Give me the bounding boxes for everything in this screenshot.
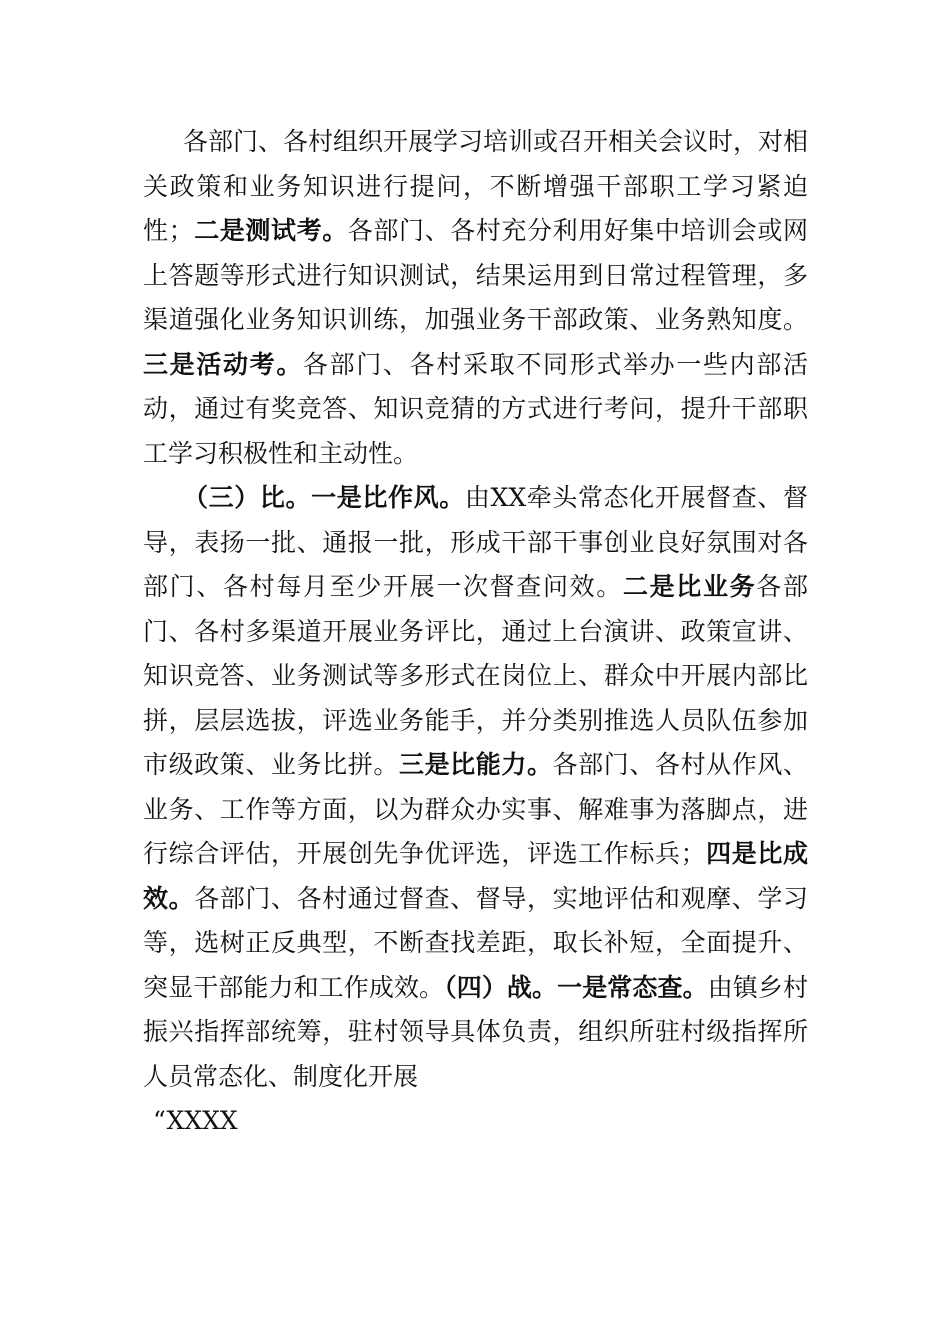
bold-heading: 二是比业务 — [622, 572, 757, 601]
bold-heading: 三是比能力。 — [398, 750, 553, 779]
bold-heading: （三）比。一是比作风。 — [183, 483, 465, 512]
paragraph-compare-section — [143, 476, 808, 1099]
document-body — [143, 120, 808, 1144]
paragraph-text: 各部门、各村组织开展学习培训或召开相关会议时，对相关政策和业务知识进行提问，不断增强干部职工学习紧迫性； — [143, 127, 809, 245]
paragraph-text: 各部门、各村通过督查、督导，实地评估和观摩、学习等，选树正反典型，不断查找差距，取长补短，全面提升、突显干部能力和工作成效。 — [143, 883, 808, 1002]
paragraph-text: 各部门、各村多渠道开展业务评比，通过上台演讲、政策宣讲、知识竞答、业务测试等多形式在岗位上、群众中开展内部比拼，层层选拔，评选业务能手，并分类别推选人员队伍参加市级政策、业务比拼。 — [143, 572, 808, 779]
paragraph-text: 各部门、各村充分利用好集中培训会或网上答题等形式进行知识测试，结果运用到日常过程管理，多渠道强化业务知识训练，加强业务干部政策、业务熟知度。 — [143, 216, 808, 334]
bold-heading: （四）战。一是常态查。 — [444, 972, 708, 1002]
bold-heading: 二是测试考。 — [193, 216, 348, 245]
paragraph-text: 由镇乡村振兴指挥部统筹，驻村领导具体负责，组织所驻村级指挥所人员常态化、制度化开展 — [143, 972, 808, 1091]
paragraph-text: 各部门、各村采取不同形式举办一些内部活动，通过有奖竞答、知识竞猜的方式进行考问，提升干部职工学习积极性和主动性。 — [143, 349, 808, 468]
paragraph-text: 由XX牵头常态化开展督查、督导，表扬一批、通报一批，形成干部干事创业良好氛围对各部门、各村每月至少开展一次督查问效。 — [143, 483, 808, 601]
paragraph-text: 各部门、各村从作风、业务、工作等方面，以为群众办实事、解难事为落脚点，进行综合评估，开展创先争优评选，评选工作标兵； — [143, 750, 808, 868]
bold-heading: 三是活动考。 — [143, 349, 303, 379]
bold-heading: 四是比成效。 — [143, 839, 808, 913]
paragraph-exam-section — [143, 120, 808, 476]
paragraph-tail: “XXXX — [153, 1106, 238, 1135]
